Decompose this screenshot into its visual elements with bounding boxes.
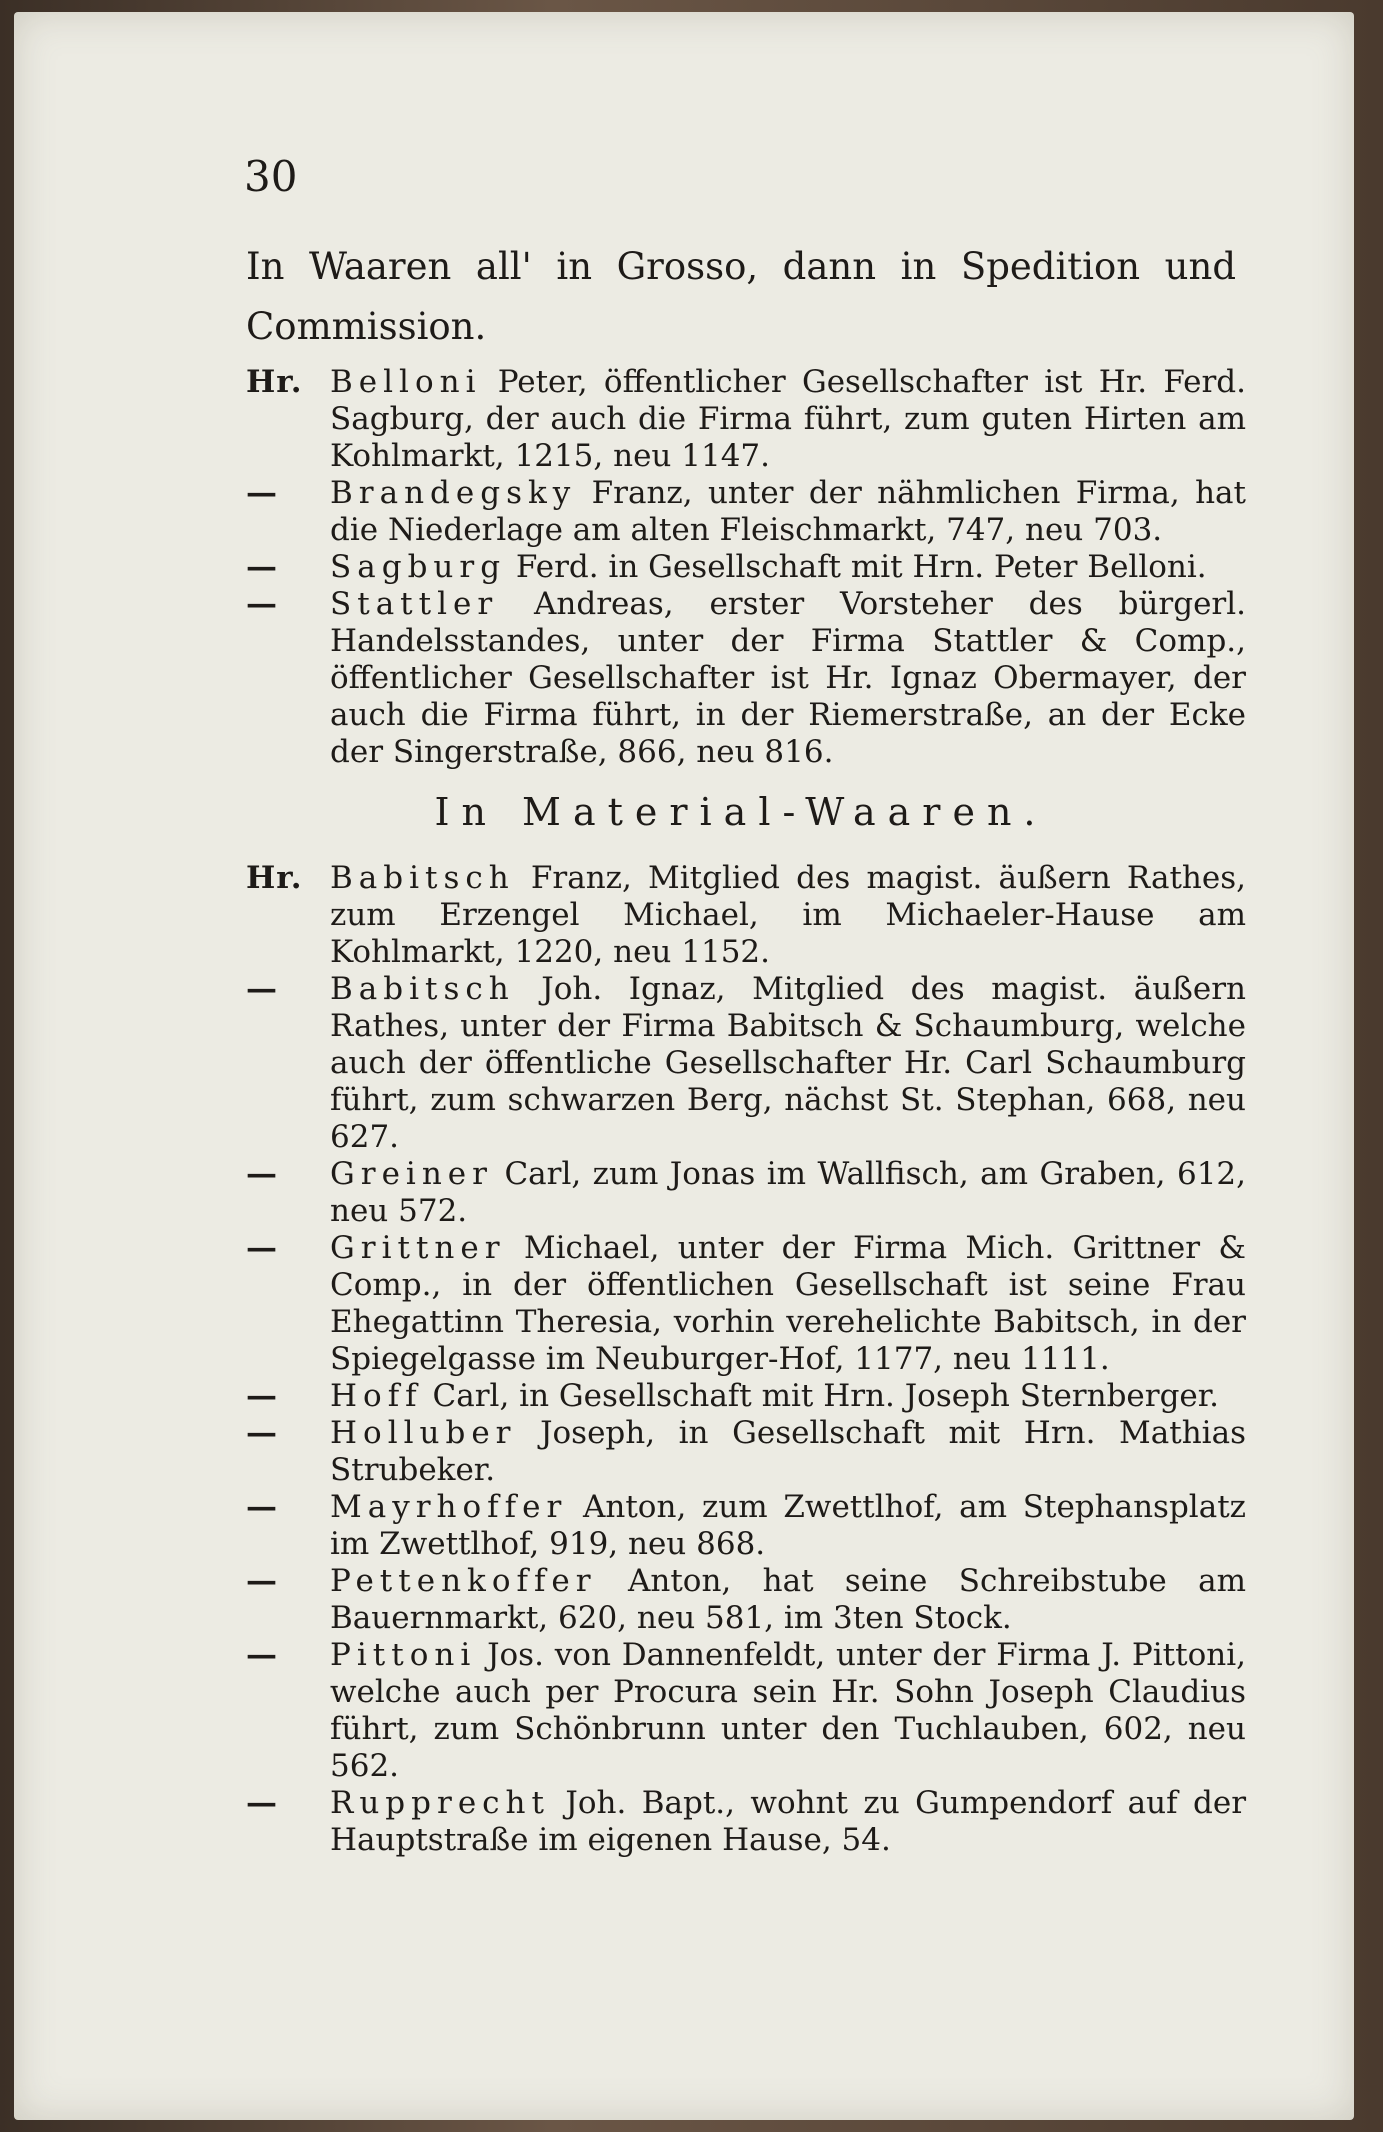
entry-name: Grittner (330, 1230, 506, 1266)
entry-name: Brandegsky (330, 475, 577, 511)
page (14, 12, 1354, 2120)
entry (246, 1785, 1246, 1859)
entry-text: Carl, in Gesellschaft mit Hrn. Joseph Sternberger. (432, 1378, 1220, 1414)
entry (246, 860, 1246, 971)
entry (246, 1563, 1246, 1637)
entry-name: Rupprecht (330, 1785, 550, 1821)
entry (246, 475, 1246, 549)
entry (246, 1156, 1246, 1230)
entry-lead: — (246, 1785, 278, 1821)
entry-lead: Hr. (246, 364, 303, 400)
entry-text: Franz, unter der nähmlichen Firma, hat die Niederlage am alten Fleischmarkt, 747, neu 703. (330, 475, 1246, 548)
entry-list-material (246, 860, 1246, 1859)
entry-name: Babitsch (330, 860, 515, 896)
entry-text: Joh. Bapt., wohnt zu Gumpendorf auf der Hauptstraße im eigenen Hause, 54. (330, 1785, 1247, 1858)
entry (246, 1637, 1246, 1785)
entry (246, 1489, 1246, 1563)
entry-text: Carl, zum Jonas im Wallfisch, am Graben, 612, neu 572. (330, 1156, 1247, 1229)
entry-name: Hoff (330, 1378, 423, 1414)
entry (246, 549, 1246, 586)
section-heading-wholesale: In Waaren all' in Grosso, dann in Spedition und Commission. (246, 245, 1236, 348)
entry-name: Holluber (330, 1415, 517, 1451)
entry-text: Andreas, erster Vorsteher des bürgerl. Handelsstandes, unter der Firma Stattler & Comp., öffentlicher Gesellschafter ist Hr. Ignaz Obermayer, der auch die Firma führt, in der Riemerstraße, an der Ecke der Singerstraße, 866, neu 816. (330, 586, 1247, 770)
entry (246, 586, 1246, 771)
entry-lead: — (246, 1156, 278, 1192)
entry (246, 364, 1246, 475)
entry-name: Mayrhoffer (330, 1489, 568, 1525)
entry (246, 971, 1246, 1156)
entry-name: Stattler (330, 586, 499, 622)
entry (246, 1378, 1246, 1415)
entry (246, 1415, 1246, 1489)
entry-lead: — (246, 1489, 278, 1525)
entry-lead: — (246, 549, 278, 585)
entry (246, 1230, 1246, 1378)
entry-name: Belloni (330, 364, 482, 400)
entry-lead: — (246, 1230, 278, 1266)
entry-name: Babitsch (330, 971, 515, 1007)
entry-lead: — (246, 1563, 278, 1599)
entry-name: Pettenkoffer (330, 1563, 597, 1599)
entry-lead: — (246, 1378, 278, 1414)
entry-text: Michael, unter der Firma Mich. Grittner & Comp., in der öffentlichen Gesellschaft ist seine Frau Ehegattinn Theresia, vorhin verehelichte Babitsch, in der Spiegelgasse im Neuburger-Hof, 1177, neu 1111. (330, 1230, 1247, 1377)
entry-text: Ferd. in Gesellschaft mit Hrn. Peter Belloni. (515, 549, 1207, 585)
page-number: 30 (244, 152, 298, 201)
entry-name: Greiner (330, 1156, 493, 1192)
entry-lead: — (246, 586, 278, 622)
entry-name: Pittoni (330, 1637, 477, 1673)
entry-list-wholesale (246, 364, 1246, 771)
entry-text: Peter, öffentlicher Gesellschafter ist Hr. Ferd. Sagburg, der auch die Firma führt, zum guten Hirten am Kohlmarkt, 1215, neu 1147. (330, 364, 1246, 474)
entry-text: Jos. von Dannenfeldt, unter der Firma J. Pittoni, welche auch per Procura sein Hr. Sohn Joseph Claudius führt, zum Schönbrunn unter den Tuchlauben, 602, neu 562. (330, 1637, 1246, 1784)
entry-lead: — (246, 1415, 278, 1451)
entry-name: Sagburg (330, 549, 507, 585)
entry-lead: — (246, 475, 278, 511)
entry-lead: — (246, 1637, 278, 1673)
entry-text: Anton, zum Zwettlhof, am Stephansplatz im Zwettlhof, 919, neu 868. (330, 1489, 1246, 1562)
entry-lead: Hr. (246, 860, 303, 896)
entry-text: Anton, hat seine Schreibstube am Bauernmarkt, 620, neu 581, im 3ten Stock. (330, 1563, 1247, 1636)
section-heading-material: In Material-Waaren. (434, 790, 1048, 834)
entry-text: Joh. Ignaz, Mitglied des magist. äußern Rathes, unter der Firma Babitsch & Schaumburg, welche auch der öffentliche Gesellschafter Hr. Carl Schaumburg führt, zum schwarzen Berg, nächst St. Stephan, 668, neu 627. (330, 971, 1246, 1155)
entry-lead: — (246, 971, 278, 1007)
entry-text: Joseph, in Gesellschaft mit Hrn. Mathias Strubeker. (330, 1415, 1246, 1488)
entry-text: Franz, Mitglied des magist. äußern Rathes, zum Erzengel Michael, im Michaeler-Hause am Kohlmarkt, 1220, neu 1152. (330, 860, 1246, 970)
